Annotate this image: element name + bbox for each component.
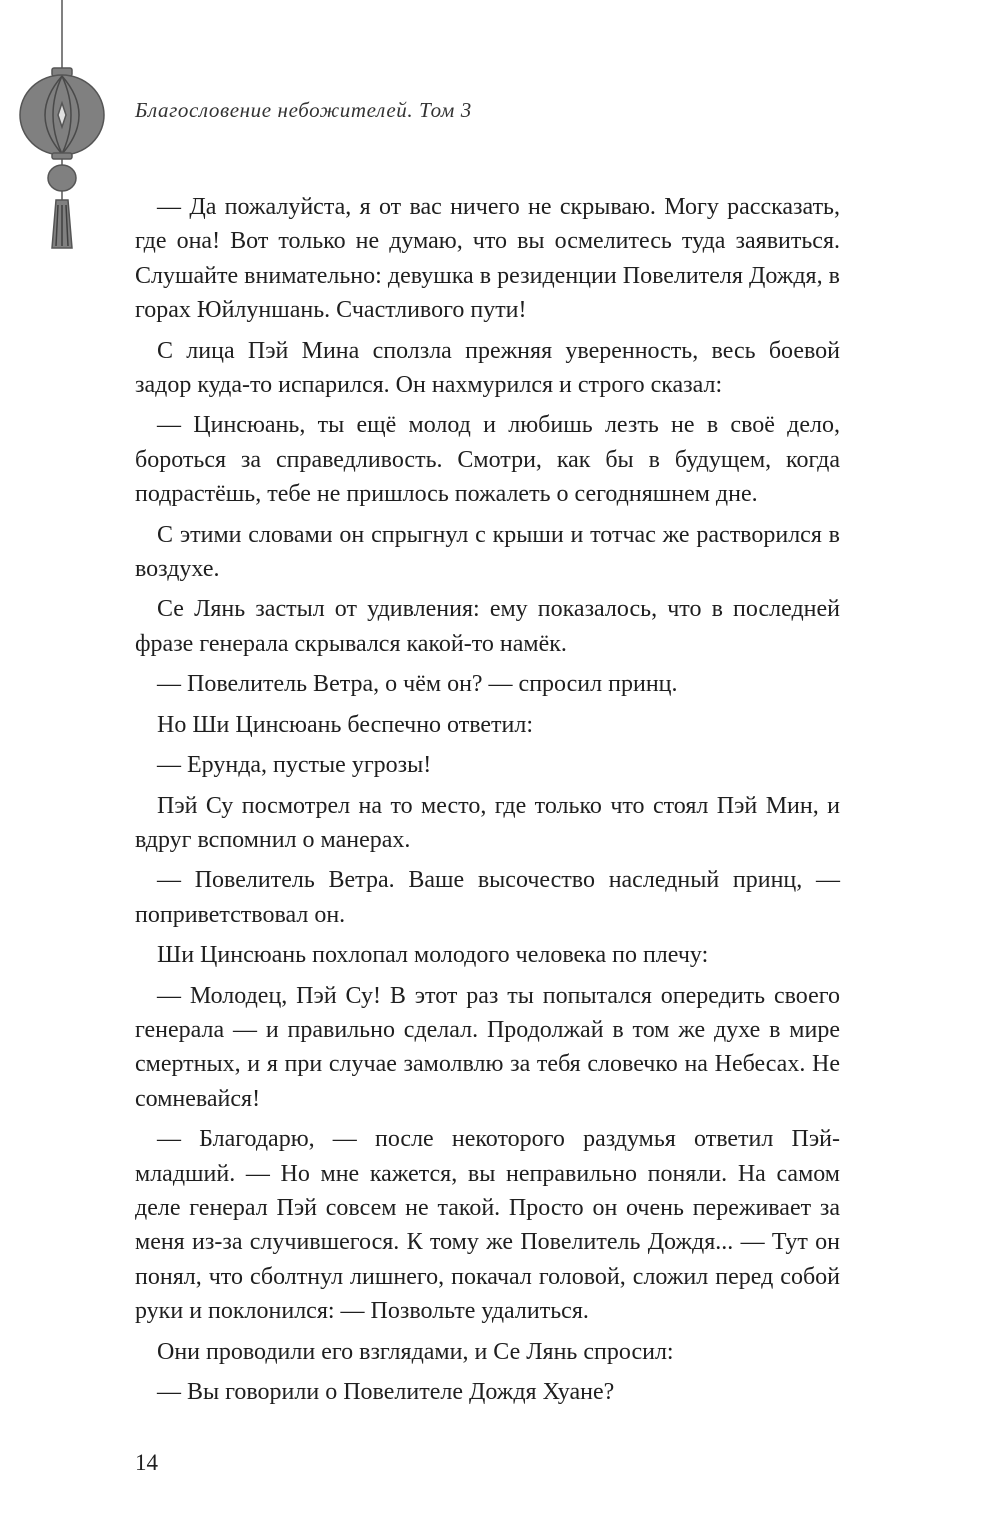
paragraph: — Повелитель Ветра, о чём он? — спросил принц. [157, 671, 678, 698]
paragraph: С этими словами он спрыгнул с крыши и тотчас же растворился в воздухе. [135, 521, 840, 583]
page-number: 14 [135, 1450, 158, 1475]
paragraph: С лица Пэй Мина сползла прежняя уверенность, весь боевой задор куда-то испарился. Он нахмурился и строго сказал: [135, 337, 840, 399]
paragraph: Они проводили его взглядами, и Се Лянь спросил: [157, 1338, 674, 1365]
paragraph: Но Ши Цинсюань беспечно ответил: [157, 711, 534, 738]
paragraph: Ши Цинсюань похлопал молодого человека по плечу: [157, 942, 709, 969]
running-head: Благословение небожителей. Том 3 [135, 98, 472, 122]
paragraph: — Да пожалуйста, я от вас ничего не скрываю. Могу рассказать, где она! Вот только не думаю, что вы осмелитесь туда заявиться. Слушайте внимательно: девушка в резиденции Повелителя Дождя, в горах Юйлуншань. Счастливого пути! [135, 194, 840, 324]
paragraph: — Цинсюань, ты ещё молод и любишь лезть не в своё дело, бороться за справедливость. Смотри, как бы в будущем, когда подрастёшь, тебе не пришлось пожалеть о сегодняшнем дне. [135, 412, 840, 508]
paragraph: — Вы говорили о Повелителе Дождя Хуане? [157, 1379, 615, 1405]
paragraph: Пэй Су посмотрел на то место, где только что стоял Пэй Мин, и вдруг вспомнил о манерах. [135, 792, 840, 853]
paragraph: — Благодарю, — после некоторого раздумья ответил Пэй-младший. — Но мне кажется, вы неправильно поняли. На самом деле генерал Пэй совсем не такой. Просто он очень переживает за меня из-за случившегося. К тому же Повелитель Дождя... — Тут он понял, что сболтнул лишнего, покачал головой, сложил перед собой руки и поклонился: — Позвольте удалиться. [135, 1126, 840, 1325]
paragraph: Се Лянь застыл от удивления: ему показалось, что в последней фразе генерала скрывался какой-то намёк. [135, 596, 840, 657]
body-text [135, 190, 840, 1415]
lantern-icon [14, 0, 110, 270]
paragraph: — Молодец, Пэй Су! В этот раз ты попытался опередить своего генерала — и правильно сделал. Продолжай в том же духе в мире смертных, и я при случае замолвлю за тебя словечко на Небесах. Не сомневайся! [135, 982, 840, 1112]
paragraph: — Ерунда, пустые угрозы! [157, 752, 432, 779]
paragraph: — Повелитель Ветра. Ваше высочество наследный принц, — поприветствовал он. [135, 867, 840, 928]
